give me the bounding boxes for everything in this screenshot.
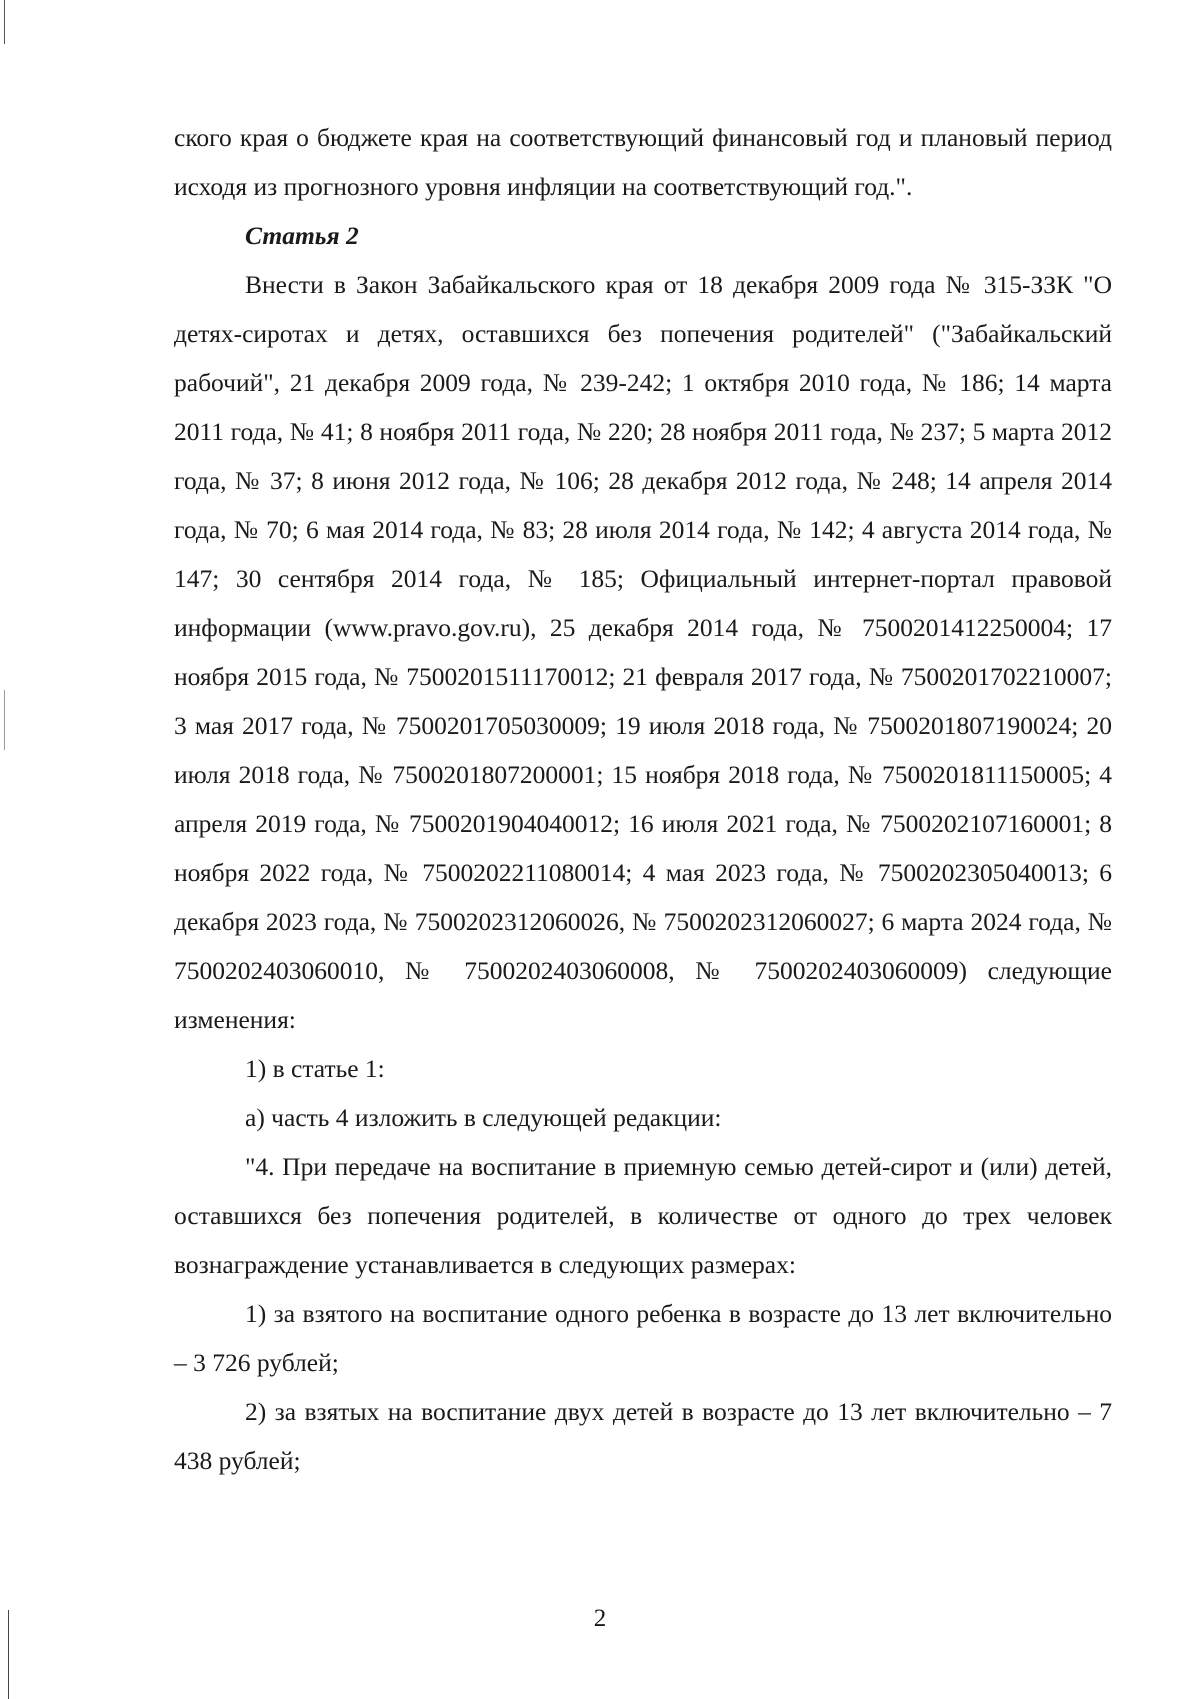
item-a-paragraph: а) часть 4 изложить в следующей редакции: — [245, 1103, 722, 1132]
document-body — [174, 113, 1112, 1485]
page-number: 2 — [593, 1605, 607, 1632]
subitem-1-paragraph: 1) за взятого на воспитание одного ребенка в возрасте до 13 лет включительно – 3 726 рублей; — [174, 1299, 1112, 1377]
scan-edge-line — [4, 690, 5, 750]
quoted-part-4-paragraph: "4. При передаче на воспитание в приемную семью детей-сирот и (или) детей, оставшихся без попечения родителей, в количестве от одного до трех человек вознаграждение устанавливается в следующих размерах: — [174, 1152, 1112, 1279]
continuation-paragraph: ского края о бюджете края на соответствующий финансовый год и плановый период исходя из прогнозного уровня инфляции на соответствующий год.". — [174, 123, 1112, 201]
item-1-paragraph: 1) в статье 1: — [245, 1054, 385, 1083]
article-heading: Статья 2 — [245, 221, 359, 250]
amendment-intro-paragraph: Внести в Закон Забайкальского края от 18 декабря 2009 года № 315-ЗЗК "О детях-сиротах и детях, оставшихся без попечения родителей" ("Забайкальский рабочий", 21 декабря 2009 года, № 239-242; 1 октября 2010 года, № 186; 14 марта 2011 года, № 41; 8 ноября 2011 года, № 220; 28 ноября 2011 года, № 237; 5 марта 2012 года, № 37; 8 июня 2012 года, № 106; 28 декабря 2012 года, № 248; 14 апреля 2014 года, № 70; 6 мая 2014 года, № 83; 28 июля 2014 года, № 142; 4 августа 2014 года, № 147; 30 сентября 2014 года, № 185; Официальный интернет-портал правовой информации (www.pravo.gov.ru), 25 декабря 2014 года, № 7500201412250004; 17 ноября 2015 года, № 7500201511170012; 21 февраля 2017 года, № 7500201702210007; 3 мая 2017 года, № 7500201705030009; 19 июля 2018 года, № 7500201807190024; 20 июля 2018 года, № 7500201807200001; 15 ноября 2018 года, № 7500201811150005; 4 апреля 2019 года, № 7500201904040012; 16 июля 2021 года, № 7500202107160001; 8 ноября 2022 года, № 7500202211080014; 4 мая 2023 года, № 7500202305040013; 6 декабря 2023 года, № 7500202312060026, № 7500202312060027; 6 марта 2024 года, № 7500202403060010, № 7500202403060008, № 7500202403060009) следующие изменения: — [174, 270, 1112, 1034]
subitem-2-paragraph: 2) за взятых на воспитание двух детей в возрасте до 13 лет включительно – 7 438 рублей; — [174, 1397, 1112, 1475]
scan-edge-line — [4, 0, 5, 44]
